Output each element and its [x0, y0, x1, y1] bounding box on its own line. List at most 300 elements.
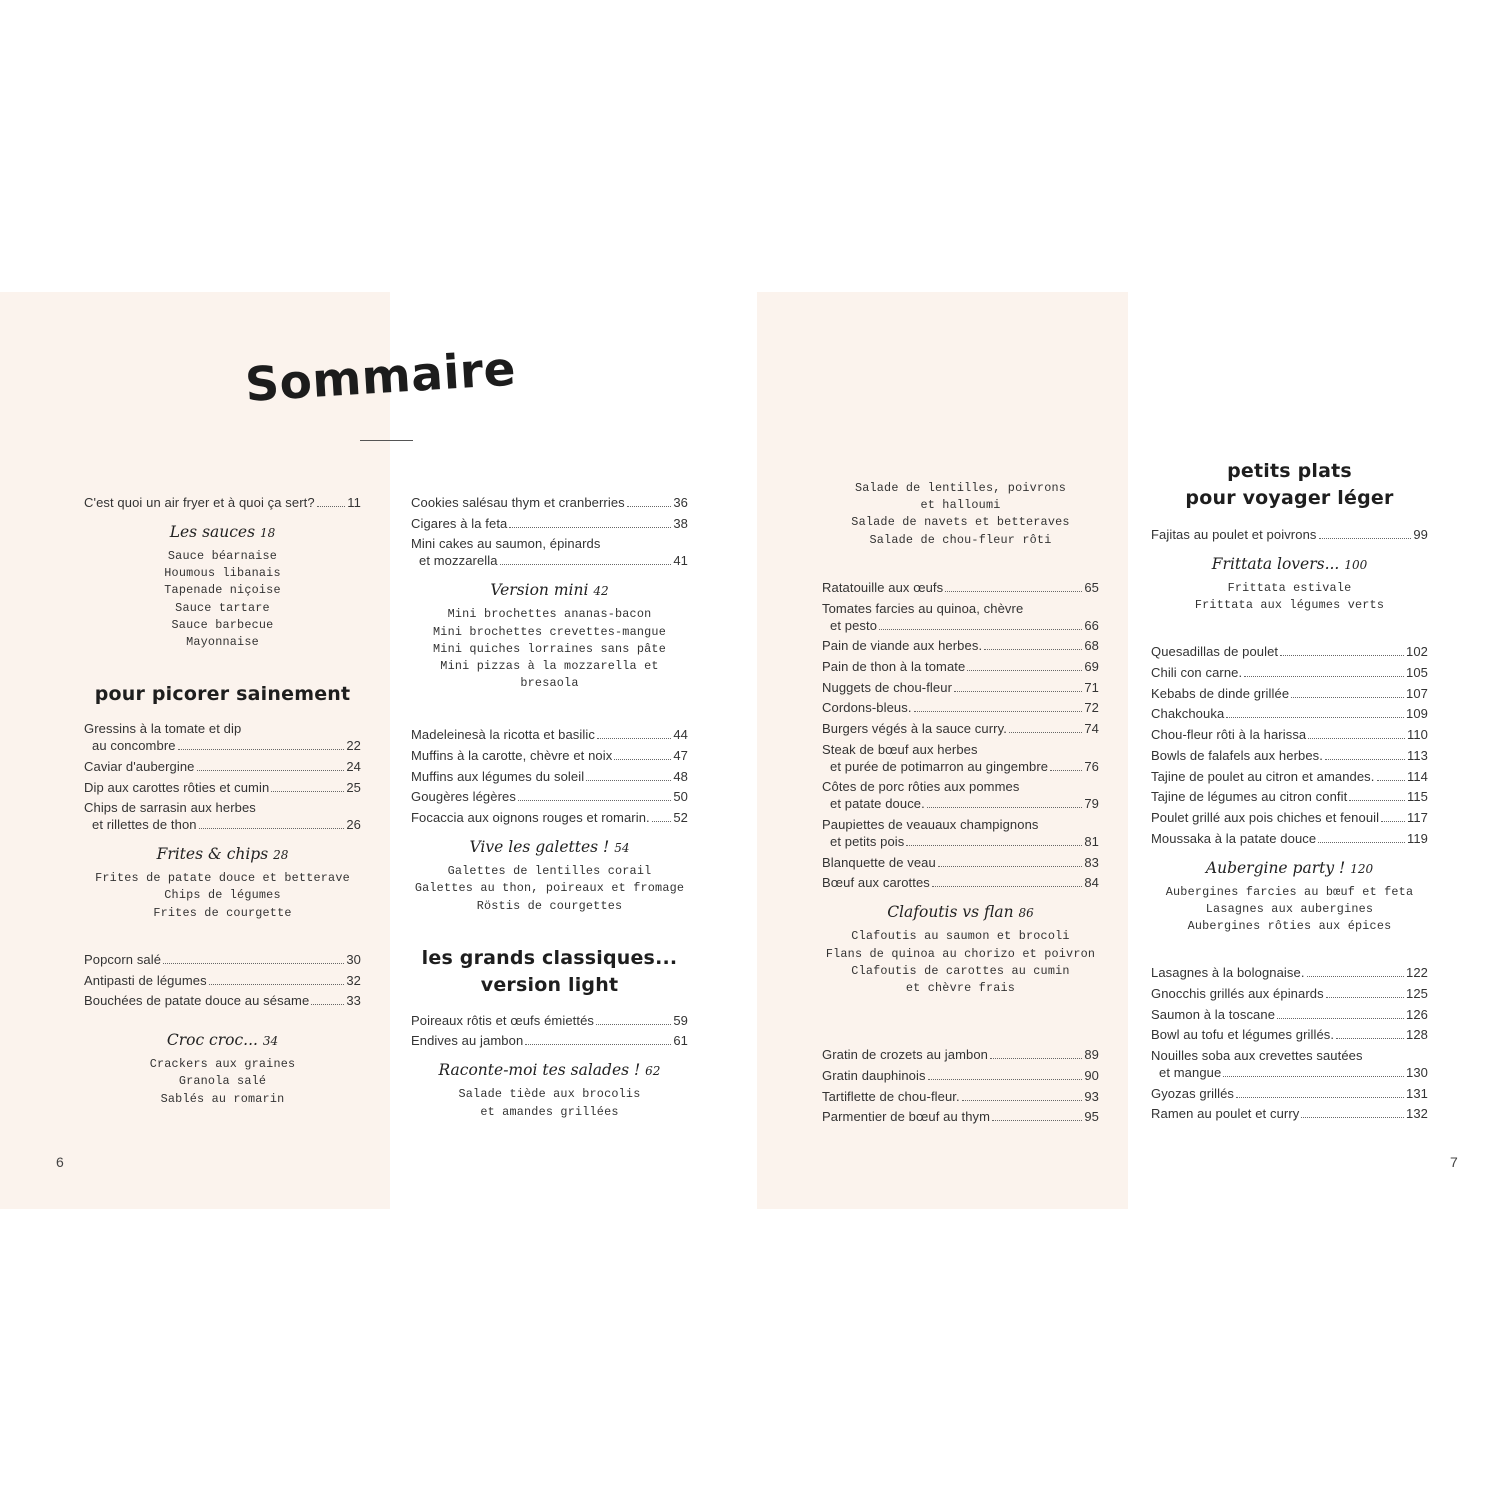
entry-group-b [822, 1046, 1099, 1125]
toc-entry-row [822, 833, 1099, 850]
toc-page-number: 130 [1406, 1064, 1428, 1080]
toc-entry-text: Côtes de porc rôties aux pommes [822, 779, 1020, 795]
toc-entry-text: et petits pois [830, 834, 905, 849]
toc-entry-text: Ramen au poulet et curry [1151, 1106, 1300, 1122]
list-line: Mini pizzas à la mozzarella et bresaola [440, 658, 659, 691]
section-heading-voyager [1151, 458, 1428, 512]
subsection-label: Raconte-moi tes salades ! [438, 1061, 641, 1080]
toc-entry-text: Mini cakes au saumon, épinards [411, 536, 601, 552]
toc-entry-row [1151, 830, 1428, 847]
entry-group-b [84, 951, 361, 1009]
list-line: Frites de courgette [153, 905, 292, 920]
toc-page-number: 36 [673, 495, 688, 510]
dot-leader [967, 670, 1082, 671]
subsection-salades [411, 1059, 688, 1082]
dot-leader [518, 800, 671, 801]
toc-page-number: 33 [346, 993, 361, 1009]
list-line: Clafoutis de carottes au cumin [851, 963, 1070, 978]
toc-entry [822, 1067, 1099, 1084]
list-line: pour voyager léger [1185, 487, 1394, 509]
subsection-label: Frittata lovers... [1211, 555, 1340, 573]
toc-entry [1151, 705, 1428, 722]
title-divider [360, 440, 413, 441]
toc-entry [411, 768, 688, 785]
toc-page-number: 50 [673, 789, 688, 805]
toc-entry [411, 1032, 688, 1049]
dot-leader [1319, 538, 1412, 539]
toc-entry-text: Ratatouille aux œufs [822, 579, 944, 595]
toc-entry-text: Kebabs de dinde grillée [1151, 685, 1290, 701]
column-4 [1151, 458, 1428, 1122]
toc-entry-row [1151, 1105, 1428, 1122]
list-line: Flans de quinoa au chorizo et poivron [825, 946, 1096, 961]
toc-entry-text: Chili con carne. [1151, 665, 1243, 681]
toc-entry-row [822, 679, 1099, 696]
subsection-label: Aubergine party ! [1205, 858, 1346, 877]
toc-page-number: 119 [1406, 830, 1428, 846]
toc-entry-text: Tajine de légumes au citron confit [1151, 789, 1348, 805]
dot-leader [1280, 655, 1404, 656]
toc-entry [822, 854, 1099, 871]
subsection-page: 28 [273, 848, 289, 863]
toc-entry-text: Dip aux carottes rôties et cumin [84, 779, 270, 795]
toc-entry-text: Gratin de crozets au jambon [822, 1047, 989, 1063]
dot-leader [1277, 1018, 1404, 1019]
list-line: Sauce barbecue [171, 617, 274, 632]
toc-page-number: 122 [1406, 965, 1428, 981]
toc-entry-text: Antipasti de légumes [84, 972, 207, 988]
toc-entry-text: Chou-fleur rôti à la harissa [1151, 727, 1307, 743]
dot-leader [596, 1024, 671, 1025]
toc-entry-text: Poulet grillé aux pois chiches et fenouil [1151, 809, 1380, 825]
toc-entry-row [1151, 643, 1428, 660]
subsection-clafoutis [822, 901, 1099, 924]
toc-entry-row [1151, 809, 1428, 826]
toc-entry [1151, 1105, 1428, 1122]
dot-leader [938, 866, 1082, 867]
toc-entry-text: et mangue [1159, 1064, 1222, 1080]
dot-leader [614, 759, 671, 760]
toc-page-number: 26 [346, 817, 361, 833]
entry-group-c [411, 1012, 688, 1050]
toc-entry-row [411, 726, 688, 743]
entry-group-a [84, 720, 361, 833]
dot-leader [1336, 1038, 1404, 1039]
toc-page-number: 25 [346, 779, 361, 795]
toc-entry [822, 579, 1099, 596]
salades-list [411, 1086, 688, 1120]
toc-entry [1151, 1085, 1428, 1102]
subsection-frites [84, 843, 361, 866]
toc-entry-row [1151, 1085, 1428, 1102]
toc-page-number: 128 [1406, 1027, 1428, 1043]
list-line: Clafoutis au saumon et brocoli [851, 929, 1070, 944]
toc-entry [84, 992, 361, 1009]
dot-leader [992, 1120, 1082, 1121]
subsection-sauces [84, 521, 361, 544]
list-line: et chèvre frais [905, 980, 1016, 995]
toc-page-number: 41 [673, 553, 688, 569]
sauces-list [84, 548, 361, 651]
dot-leader [1318, 842, 1405, 843]
dot-leader [1381, 821, 1405, 822]
list-line: et halloumi [920, 498, 1001, 513]
toc-page-number: 71 [1084, 679, 1099, 695]
toc-entry [84, 779, 361, 796]
subsection-page: 86 [1018, 906, 1034, 921]
toc-entry-text: Burgers végés à la sauce curry. [822, 720, 1007, 736]
toc-entry-row [411, 515, 688, 532]
toc-page-number: 61 [673, 1033, 688, 1049]
frittata-list [1151, 580, 1428, 614]
toc-page-number: 125 [1406, 985, 1428, 1001]
toc-entry [1151, 1026, 1428, 1043]
list-line: Galettes au thon, poireaux et fromage [414, 881, 685, 896]
list-line: Röstis de courgettes [476, 898, 623, 913]
subsection-label: Croc croc... [166, 1031, 258, 1050]
toc-entry-row [822, 854, 1099, 871]
list-line: Mini brochettes ananas-bacon [447, 607, 652, 622]
toc-entry [1151, 964, 1428, 981]
toc-entry [1151, 643, 1428, 660]
toc-entry [411, 809, 688, 826]
toc-entry-row [1151, 685, 1428, 702]
toc-entry-row [822, 658, 1099, 675]
toc-entry-text: Nuggets de chou-fleur [822, 679, 953, 695]
list-line: Chips de légumes [164, 888, 281, 903]
toc-entry-text: Fajitas au poulet et poivrons [1151, 527, 1317, 542]
toc-entry-row [84, 951, 361, 968]
toc-page-number: 83 [1084, 854, 1099, 870]
toc-page-number: 79 [1084, 796, 1099, 812]
salades-continued-list [822, 480, 1099, 549]
toc-entry-text: Bowls de falafels aux herbes. [1151, 747, 1323, 763]
page-number-right: 7 [1450, 1154, 1458, 1170]
toc-page-number: 81 [1084, 834, 1099, 849]
dot-leader [271, 791, 344, 792]
croc-list [84, 1056, 361, 1108]
list-line: Mayonnaise [186, 635, 259, 650]
toc-entry-row [411, 552, 688, 569]
toc-entry-row [84, 737, 361, 754]
toc-entry-text: Gressins à la tomate et dip [84, 721, 242, 737]
toc-entry-text: C'est quoi un air fryer et à quoi ça sert? [84, 495, 315, 510]
toc-page-number: 68 [1084, 638, 1099, 654]
toc-entry [411, 726, 688, 743]
list-line: Mini brochettes crevettes-mangue [433, 624, 666, 639]
aubergine-list [1151, 884, 1428, 936]
list-line: Lasagnes aux aubergines [1205, 901, 1374, 916]
toc-entry [822, 1088, 1099, 1105]
list-line: Aubergines rôties aux épices [1187, 919, 1392, 933]
list-line: Frites de patate douce et betterave [95, 871, 350, 886]
entry-group-c [1151, 964, 1428, 1122]
subsection-label: Vive les galettes ! [469, 838, 610, 857]
toc-entry-row [1151, 747, 1428, 764]
toc-entry-text: Tomates farcies au quinoa, chèvre [822, 600, 1024, 616]
dot-leader [1308, 738, 1405, 739]
toc-entry-row [822, 795, 1099, 812]
dot-leader [500, 564, 672, 565]
toc-entry-text: au concombre [92, 738, 176, 754]
toc-entry-row [1151, 1064, 1428, 1081]
toc-entry-text: Bouchées de patate douce au sésame [84, 993, 310, 1009]
toc-page-number: 107 [1406, 685, 1428, 701]
list-line: Frittata estivale [1227, 581, 1352, 595]
list-line: version light [480, 973, 619, 996]
toc-entry-text: Muffins à la carotte, chèvre et noix [411, 748, 613, 764]
toc-entry [84, 758, 361, 775]
toc-entry [411, 1012, 688, 1029]
list-line: Salade de lentilles, poivrons [854, 481, 1067, 495]
dot-leader [1377, 780, 1405, 781]
toc-entry-row [84, 494, 361, 511]
dot-leader [1301, 1117, 1404, 1118]
toc-entry [84, 972, 361, 989]
toc-entry-row [84, 758, 361, 775]
toc-entry-text: Chips de sarrasin aux herbes [84, 800, 256, 816]
toc-entry-row [822, 720, 1099, 737]
toc-entry-text: et purée de potimarron au gingembre [830, 758, 1049, 774]
dot-leader [914, 711, 1083, 712]
toc-page-number: 90 [1084, 1067, 1099, 1083]
toc-entry-row [411, 1012, 688, 1029]
toc-page-number: 44 [673, 727, 688, 743]
toc-entry [822, 679, 1099, 696]
toc-entry-row [84, 992, 361, 1009]
toc-page-number: 89 [1084, 1047, 1099, 1063]
toc-page-number: 22 [346, 738, 361, 754]
list-line: Salade tiède aux brocolis [458, 1087, 641, 1102]
toc-entry-row [411, 747, 688, 764]
toc-entry-text: Paupiettes de veauaux champignons [822, 817, 1039, 832]
toc-entry [822, 720, 1099, 737]
toc-entry-text: Muffins aux légumes du soleil [411, 768, 585, 784]
toc-page-number: 48 [673, 768, 688, 784]
dot-leader [990, 1058, 1082, 1059]
toc-entry-row [822, 758, 1099, 775]
dot-leader [652, 821, 672, 822]
toc-entry-text: Pain de viande aux herbes. [822, 638, 983, 654]
dot-leader [1050, 770, 1082, 771]
toc-entry-row [822, 1088, 1099, 1105]
entry-group-b [1151, 643, 1428, 846]
toc-entry-row [822, 617, 1099, 634]
toc-entry [1151, 768, 1428, 785]
subsection-page: 54 [614, 841, 630, 856]
list-line: Sablés au romarin [160, 1091, 285, 1106]
toc-entry-text: Quesadillas de poulet [1151, 644, 1279, 660]
toc-entry [1151, 1047, 1428, 1081]
list-line: petits plats [1227, 460, 1352, 482]
toc-entry [822, 637, 1099, 654]
intro-entry-group [84, 494, 361, 511]
toc-entry-text: Cookies salésau thym et cranberries [411, 495, 625, 510]
toc-entry [84, 494, 361, 511]
dot-leader [597, 738, 671, 739]
list-line: et amandes grillées [480, 1104, 619, 1119]
toc-entry-text: Lasagnes à la bolognaise. [1151, 965, 1305, 981]
dot-leader [1326, 997, 1404, 998]
toc-entry-row [411, 494, 688, 511]
toc-page-number: 52 [673, 810, 688, 826]
toc-entry [822, 1046, 1099, 1063]
toc-entry [84, 951, 361, 968]
dot-leader [954, 691, 1082, 692]
toc-page-number: 99 [1413, 527, 1428, 542]
subsection-page: 18 [260, 526, 276, 540]
dot-leader [1226, 717, 1404, 718]
subsection-page: 100 [1344, 558, 1368, 572]
entry-group-a [1151, 526, 1428, 543]
toc-entry-text: Saumon à la toscane [1151, 1006, 1276, 1022]
toc-entry-text: Chakchouka [1151, 706, 1225, 722]
dot-leader [197, 770, 345, 771]
toc-page-number: 113 [1406, 747, 1428, 763]
toc-entry-row [1151, 664, 1428, 681]
dot-leader [1009, 732, 1082, 733]
dot-leader [1307, 976, 1404, 977]
list-line: Houmous libanais [164, 566, 281, 581]
toc-entry [411, 515, 688, 532]
list-line: Mini quiches lorraines sans pâte [433, 641, 666, 656]
toc-entry-row [1151, 705, 1428, 722]
toc-entry [822, 1108, 1099, 1125]
dot-leader [1349, 800, 1405, 801]
section-heading-classiques [411, 945, 688, 999]
toc-entry-text: Parmentier de bœuf au thym [822, 1109, 991, 1125]
column-2 [411, 494, 688, 1121]
list-line: Sauce béarnaise [167, 549, 278, 563]
toc-entry [1151, 726, 1428, 743]
dot-leader [879, 629, 1082, 630]
entry-group-a [822, 579, 1099, 892]
toc-page-number: 114 [1406, 768, 1428, 784]
entry-group-b [411, 726, 688, 826]
list-line: Frittata aux légumes verts [1194, 598, 1385, 613]
column-3 [822, 480, 1099, 1125]
dot-leader [928, 1079, 1083, 1080]
toc-entry-text: Endives au jambon [411, 1033, 524, 1049]
toc-page-number: 132 [1406, 1106, 1428, 1122]
toc-page-number: 72 [1084, 700, 1099, 716]
toc-entry-text: Tartiflette de chou-fleur. [822, 1088, 960, 1104]
toc-entry-row [822, 1108, 1099, 1125]
list-line: Galettes de lentilles corail [447, 864, 652, 879]
column-1 [84, 494, 361, 1108]
toc-entry [1151, 685, 1428, 702]
dot-leader [627, 506, 672, 507]
toc-entry-text: et rillettes de thon [92, 817, 197, 833]
toc-entry-row [1151, 788, 1428, 805]
toc-entry [1151, 830, 1428, 847]
toc-page-number: 11 [347, 495, 361, 510]
toc-entry-row [1151, 964, 1428, 981]
galettes-list [411, 863, 688, 915]
toc-entry-text: et pesto [830, 617, 878, 633]
list-line: Aubergines farcies au bœuf et feta [1165, 884, 1414, 899]
toc-page-number: 66 [1084, 617, 1099, 633]
list-line: Tapenade niçoise [164, 583, 281, 598]
list-line: Granola salé [178, 1074, 267, 1089]
list-line: pour picorer sainement [94, 683, 351, 706]
toc-entry-text: Gnocchis grillés aux épinards [1151, 985, 1324, 1001]
toc-entry [822, 874, 1099, 891]
subsection-frittata [1151, 553, 1428, 576]
toc-entry-text: et mozzarella [419, 553, 498, 569]
list-line: Salade de chou-fleur rôti [869, 532, 1052, 547]
dot-leader [178, 749, 345, 750]
mini-list [411, 606, 688, 692]
dot-leader [199, 828, 345, 829]
toc-entry-text: Madeleinesà la ricotta et basilic [411, 727, 595, 743]
toc-entry-row [411, 768, 688, 785]
dot-leader [525, 1044, 671, 1045]
dot-leader [962, 1100, 1083, 1101]
subsection-galettes [411, 836, 688, 859]
toc-page-number: 102 [1406, 644, 1428, 660]
toc-entry-text: Moussaka à la patate douce [1151, 830, 1317, 846]
toc-entry-text: Blanquette de veau [822, 854, 936, 870]
toc-entry [1151, 788, 1428, 805]
toc-entry-text: Steak de bœuf aux herbes [822, 741, 978, 757]
toc-entry [822, 600, 1099, 634]
toc-entry-text: Pain de thon à la tomate [822, 658, 966, 674]
dot-leader [945, 591, 1082, 592]
subsection-croc [84, 1029, 361, 1052]
toc-entry-text: Cordons-bleus. [822, 700, 912, 716]
toc-page-number: 93 [1084, 1088, 1099, 1104]
subsection-aubergine [1151, 857, 1428, 880]
toc-entry-text: Caviar d'aubergine [84, 758, 195, 774]
toc-entry [1151, 1006, 1428, 1023]
dot-leader [311, 1004, 344, 1005]
dot-leader [984, 649, 1082, 650]
dot-leader [317, 506, 346, 507]
toc-page-number: 24 [346, 758, 361, 774]
toc-entry [1151, 985, 1428, 1002]
list-line: Crackers aux graines [149, 1057, 296, 1072]
subsection-page: 120 [1350, 861, 1374, 876]
toc-entry-text: Tajine de poulet au citron et amandes. [1151, 768, 1375, 784]
clafoutis-list [822, 928, 1099, 997]
toc-entry [822, 699, 1099, 716]
toc-entry-row [822, 637, 1099, 654]
toc-entry [411, 747, 688, 764]
toc-entry-row [411, 809, 688, 826]
toc-page-number: 76 [1084, 758, 1099, 774]
toc-entry [822, 658, 1099, 675]
toc-page-number: 105 [1406, 665, 1428, 681]
toc-page-number: 117 [1406, 809, 1428, 825]
dot-leader [1244, 676, 1404, 677]
subsection-label: Clafoutis vs flan [887, 903, 1014, 922]
toc-entry-text: Bœuf aux carottes [822, 875, 930, 891]
page-title: Sommaire [243, 341, 518, 413]
toc-page-number: 65 [1084, 579, 1099, 595]
dot-leader [906, 845, 1082, 846]
toc-entry-row [822, 579, 1099, 596]
toc-entry-text: Popcorn salé [84, 951, 162, 967]
toc-entry-text: Cigares à la feta [411, 515, 508, 531]
toc-entry-row [822, 699, 1099, 716]
dot-leader [209, 984, 345, 985]
toc-entry-row [84, 779, 361, 796]
toc-page-number: 69 [1084, 658, 1099, 674]
entry-group-a [411, 494, 688, 569]
toc-entry-row [1151, 768, 1428, 785]
toc-entry [411, 494, 688, 511]
